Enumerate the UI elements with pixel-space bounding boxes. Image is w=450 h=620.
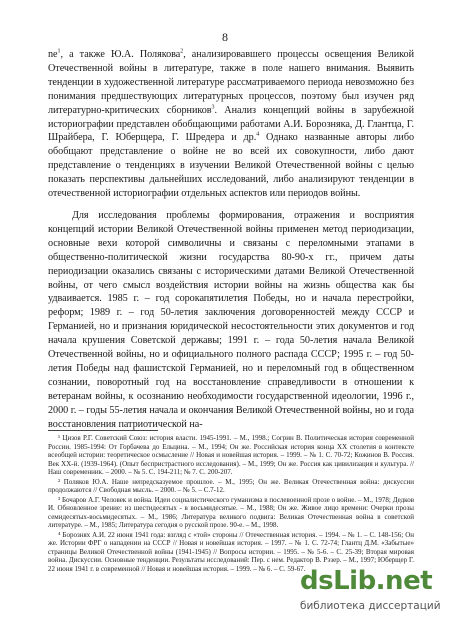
footnote-ref-3: 3 bbox=[211, 104, 215, 111]
footnote-4: ⁴ Борознях А.И. 22 июня 1941 года: взгляд с «той» стороны // Отечественная история. – 1994. – № 1. – С. 148-156; Он же. Истории ФРГ о нападении на СССР // Новая и новейшая история. – 1997. – № 1. С. 72-74; Глантц Д.М. «Забытые» страницы Великой Отечественной войны (1941-1945) // Вопросы истории. – 1995. – № 5-6. – С. 25-39; Вторая мировая война. Дискуссии. Основные тенденции. Результаты исследований: Пер. с нем. Редактор В. Рэзер. – М., 1997; Юберщер Г. 22 июня 1941 г. в современной // Новая и новейшая история. – 1999. – № 6. – С. 59-67. bbox=[48, 530, 414, 573]
main-text bbox=[48, 48, 414, 431]
footnotes bbox=[48, 434, 414, 574]
watermark-subtitle: библиотека диссертаций bbox=[300, 600, 441, 612]
footnote-divider bbox=[48, 430, 158, 431]
watermark-logo: dsLib.net bbox=[300, 566, 433, 596]
paragraph-2: Для исследования проблемы формирования, отражения и восприятия концепций истории Великой Отечественной войны применен метод периодизации, основные вехи которой символичны и связаны с переломными этапами в общественно-политической жизни государства 80-90-х гг., причем даты периодизации оказались связаны с историческими датами Великой Отечественной войны, от чего смысл воздействия истории войны на жизнь общества как бы удваивается. 1985 г. – год сорокапятилетия Победы, но и начала перестройки, реформ; 1989 г. – год 50-летия заключения договоренностей между СССР и Германией, но и признания юридической несостоятельности этих документов и год начала крушения Советской державы; 1991 г. – года 50-летия начала Великой Отечественной войны, но и официального полного распада СССР; 1995 г. – год 50-летия Победы над фашистской Германией, но и переломный год в общественном сознании, поворотный год на восстановление справедливости в отношении к ветеранам войны, к осознанию необходимости государственной идеологии, 1996 г., 2000 г. – годы 55-летия начала и окончания Великой Отечественной войны, но и года восстановления патриотической на- bbox=[48, 209, 414, 430]
footnote-2: ² Поляков Ю.А. Наше непредсказуемое прошлое. – М., 1995; Он же. Великая Отечественная война: дискуссии продолжаются // Свободная мысль. – 2000. – № 5. – С.7-12. bbox=[48, 477, 414, 494]
footnote-ref-1: 1 bbox=[57, 48, 61, 55]
footnote-3: ³ Бочаров А.Г. Человек и война. Идеи социалистического гуманизма в послевоенной прозе о войне. – М., 1978; Дедков И. Обновленное зрение: из шестидесятых - в восьмидесятые. – М., 1988; Он же. Живое лицо времени: Очерки прозы семидесятых-восьмидесятых. – М., 1986; Литература великого подвига: Великая Отечественная война в советской литературе. – М., 1985; Литература сегодня о русской прозе. 90-е. – М., 1998. bbox=[48, 495, 414, 529]
page-number: 8 bbox=[222, 30, 228, 44]
watermark bbox=[300, 566, 450, 620]
footnote-ref-2: 2 bbox=[180, 48, 184, 55]
footnote-1: ¹ Цизов Р.Г. Советский Союз: история власти. 1945-1991. – М., 1998.; Согрин В. Политическая история современной России. 1985-1994: От Горбачева до Ельцина. – М., 1994; Он же. Российская история конца XX столетия в контексте всеобщей истории: теоретическое осмысление // Новая и новейшая история. – 1999. – № 1. С. 70-72; Кожинов В. Россия. Век XX-й. (1939-1964). (Опыт беспристрастного исследования). – М., 1999; Он же. Россия как цивилизация и культура. // Наш современник. – 2000. – № 5. С. 194-211; № 7. С. 200-207. bbox=[48, 434, 414, 476]
footnote-ref-4: 4 bbox=[256, 132, 260, 139]
paragraph-1: $ne^1$, а также Ю.А. Полякова$^2$, анализировавшего процессы освещения Великой Отечественной войны в литературе, также в поле нашего внимания. Выявить тенденции в художественной литературе рассматриваемого периода невозможно без понимания предшествующих литературных процессов, поэтому был изучен ряд литературно-критических сборников$^3$. Анализ концепций войны в зарубежной историографии представлен обобщающими работами А.И. Борозняка, Д. Глантца, Г. Шрайбера, Г. Юберщера, Г. Шредера и др.$^4$ Однако названные авторы либо обобщают представление о войне не во всей их совокупности, либо дают представление о тенденциях в изучении Великой Отечественной войны с целью показать перспективы дальнейших исследований, либо анализируют тенденции в отечественной историографии отдельных аспектов или периодов войны. bbox=[48, 48, 415, 200]
